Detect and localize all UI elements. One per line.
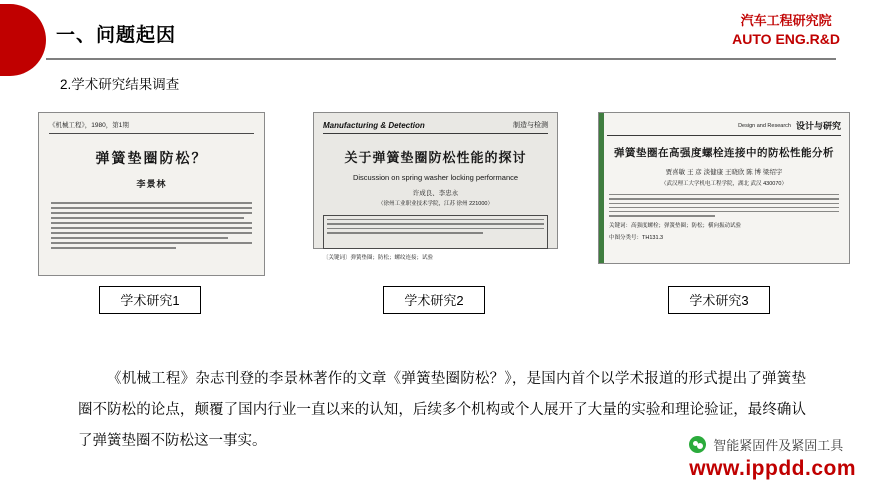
paper2-header-left: Manufacturing & Detection	[323, 120, 425, 130]
paper3-keywords: 关键词：高强度螺栓；弹簧垫圈；防松；横向振动试验	[609, 222, 742, 229]
paper3-green-bar	[599, 113, 604, 263]
paper-thumbnail-group	[30, 112, 850, 312]
paper2-header-right: 制造与检测	[513, 122, 548, 129]
paper-thumbnail-1	[38, 112, 265, 276]
brand-block	[732, 12, 840, 48]
paper-thumbnail-2	[313, 112, 558, 261]
decorative-red-arc	[0, 4, 46, 76]
body-paragraph: 《机械工程》杂志刊登的李景林著作的文章《弹簧垫圈防松？》，是国内首个以学术报道的形式提出了弹簧垫圈不防松的论点，颠覆了国内行业一直以来的认知，后续多个机构或个人展开了大量的实验和理论验证，最终确认了弹簧垫圈不防松这一事实。	[78, 371, 806, 449]
watermark-account-name: 智能紧固件及紧固工具	[713, 438, 844, 453]
paper3-header-en: Design and Research	[738, 122, 791, 129]
brand-name-en: AUTO ENG.R&D	[732, 30, 840, 47]
paper2-author-affiliation: （徐州工业职业技术学院，江苏 徐州 221000）	[378, 201, 493, 207]
paper2-header	[323, 120, 548, 130]
paper3-title: 弹簧垫圈在高强度螺栓连接中的防松性能分析	[614, 147, 834, 159]
paper3-abstract-block	[609, 194, 839, 217]
paper2-abstract-box	[323, 215, 548, 249]
paper1-abstract-block	[51, 202, 252, 249]
section-subheading: 2.学术研究结果调查	[60, 77, 180, 92]
paper2-title-en: Discussion on spring washer locking performance	[352, 173, 519, 182]
page-title: 一、问题起因	[56, 25, 177, 46]
title-divider	[46, 58, 836, 60]
paper3-classification: 中图分类号：TH131.3	[609, 234, 664, 241]
watermark-url: www.ippdd.com	[689, 457, 856, 480]
brand-name-cn: 汽车工程研究院	[740, 13, 832, 28]
wechat-icon	[689, 436, 706, 453]
watermark	[689, 435, 856, 481]
caption-paper-2: 学术研究2	[383, 286, 485, 314]
paper-thumbnail-3	[598, 112, 850, 264]
paper3-rule	[607, 135, 841, 136]
paper2-rule	[323, 133, 548, 134]
paper3-header-cn: 设计与研究	[795, 121, 841, 131]
paper2-keywords: 〔关键词〕弹簧垫圈；防松；螺纹连接；试验	[323, 255, 434, 261]
paper1-title: 弹簧垫圈防松？	[95, 150, 208, 166]
watermark-account-row	[689, 435, 856, 454]
paper1-author: 李景林	[136, 179, 167, 189]
paper2-title: 关于弹簧垫圈防松性能的探讨	[344, 150, 527, 165]
caption-paper-3: 学术研究3	[668, 286, 770, 314]
paper1-rule	[49, 133, 254, 134]
paper3-author: 贾喜敏 王 彦 淡健康 王晓欣 陈 博 梁绍宇	[665, 169, 783, 176]
paper3-header	[607, 119, 841, 132]
paper1-journal-line: 《机械工程》，1980，第1期	[49, 122, 129, 129]
paper2-author: 许成良、李忠永	[412, 190, 459, 197]
caption-paper-1: 学术研究1	[99, 286, 201, 314]
paper3-author-affiliation: （武汉理工大学机电工程学院，湖北 武汉 430070）	[661, 181, 787, 187]
